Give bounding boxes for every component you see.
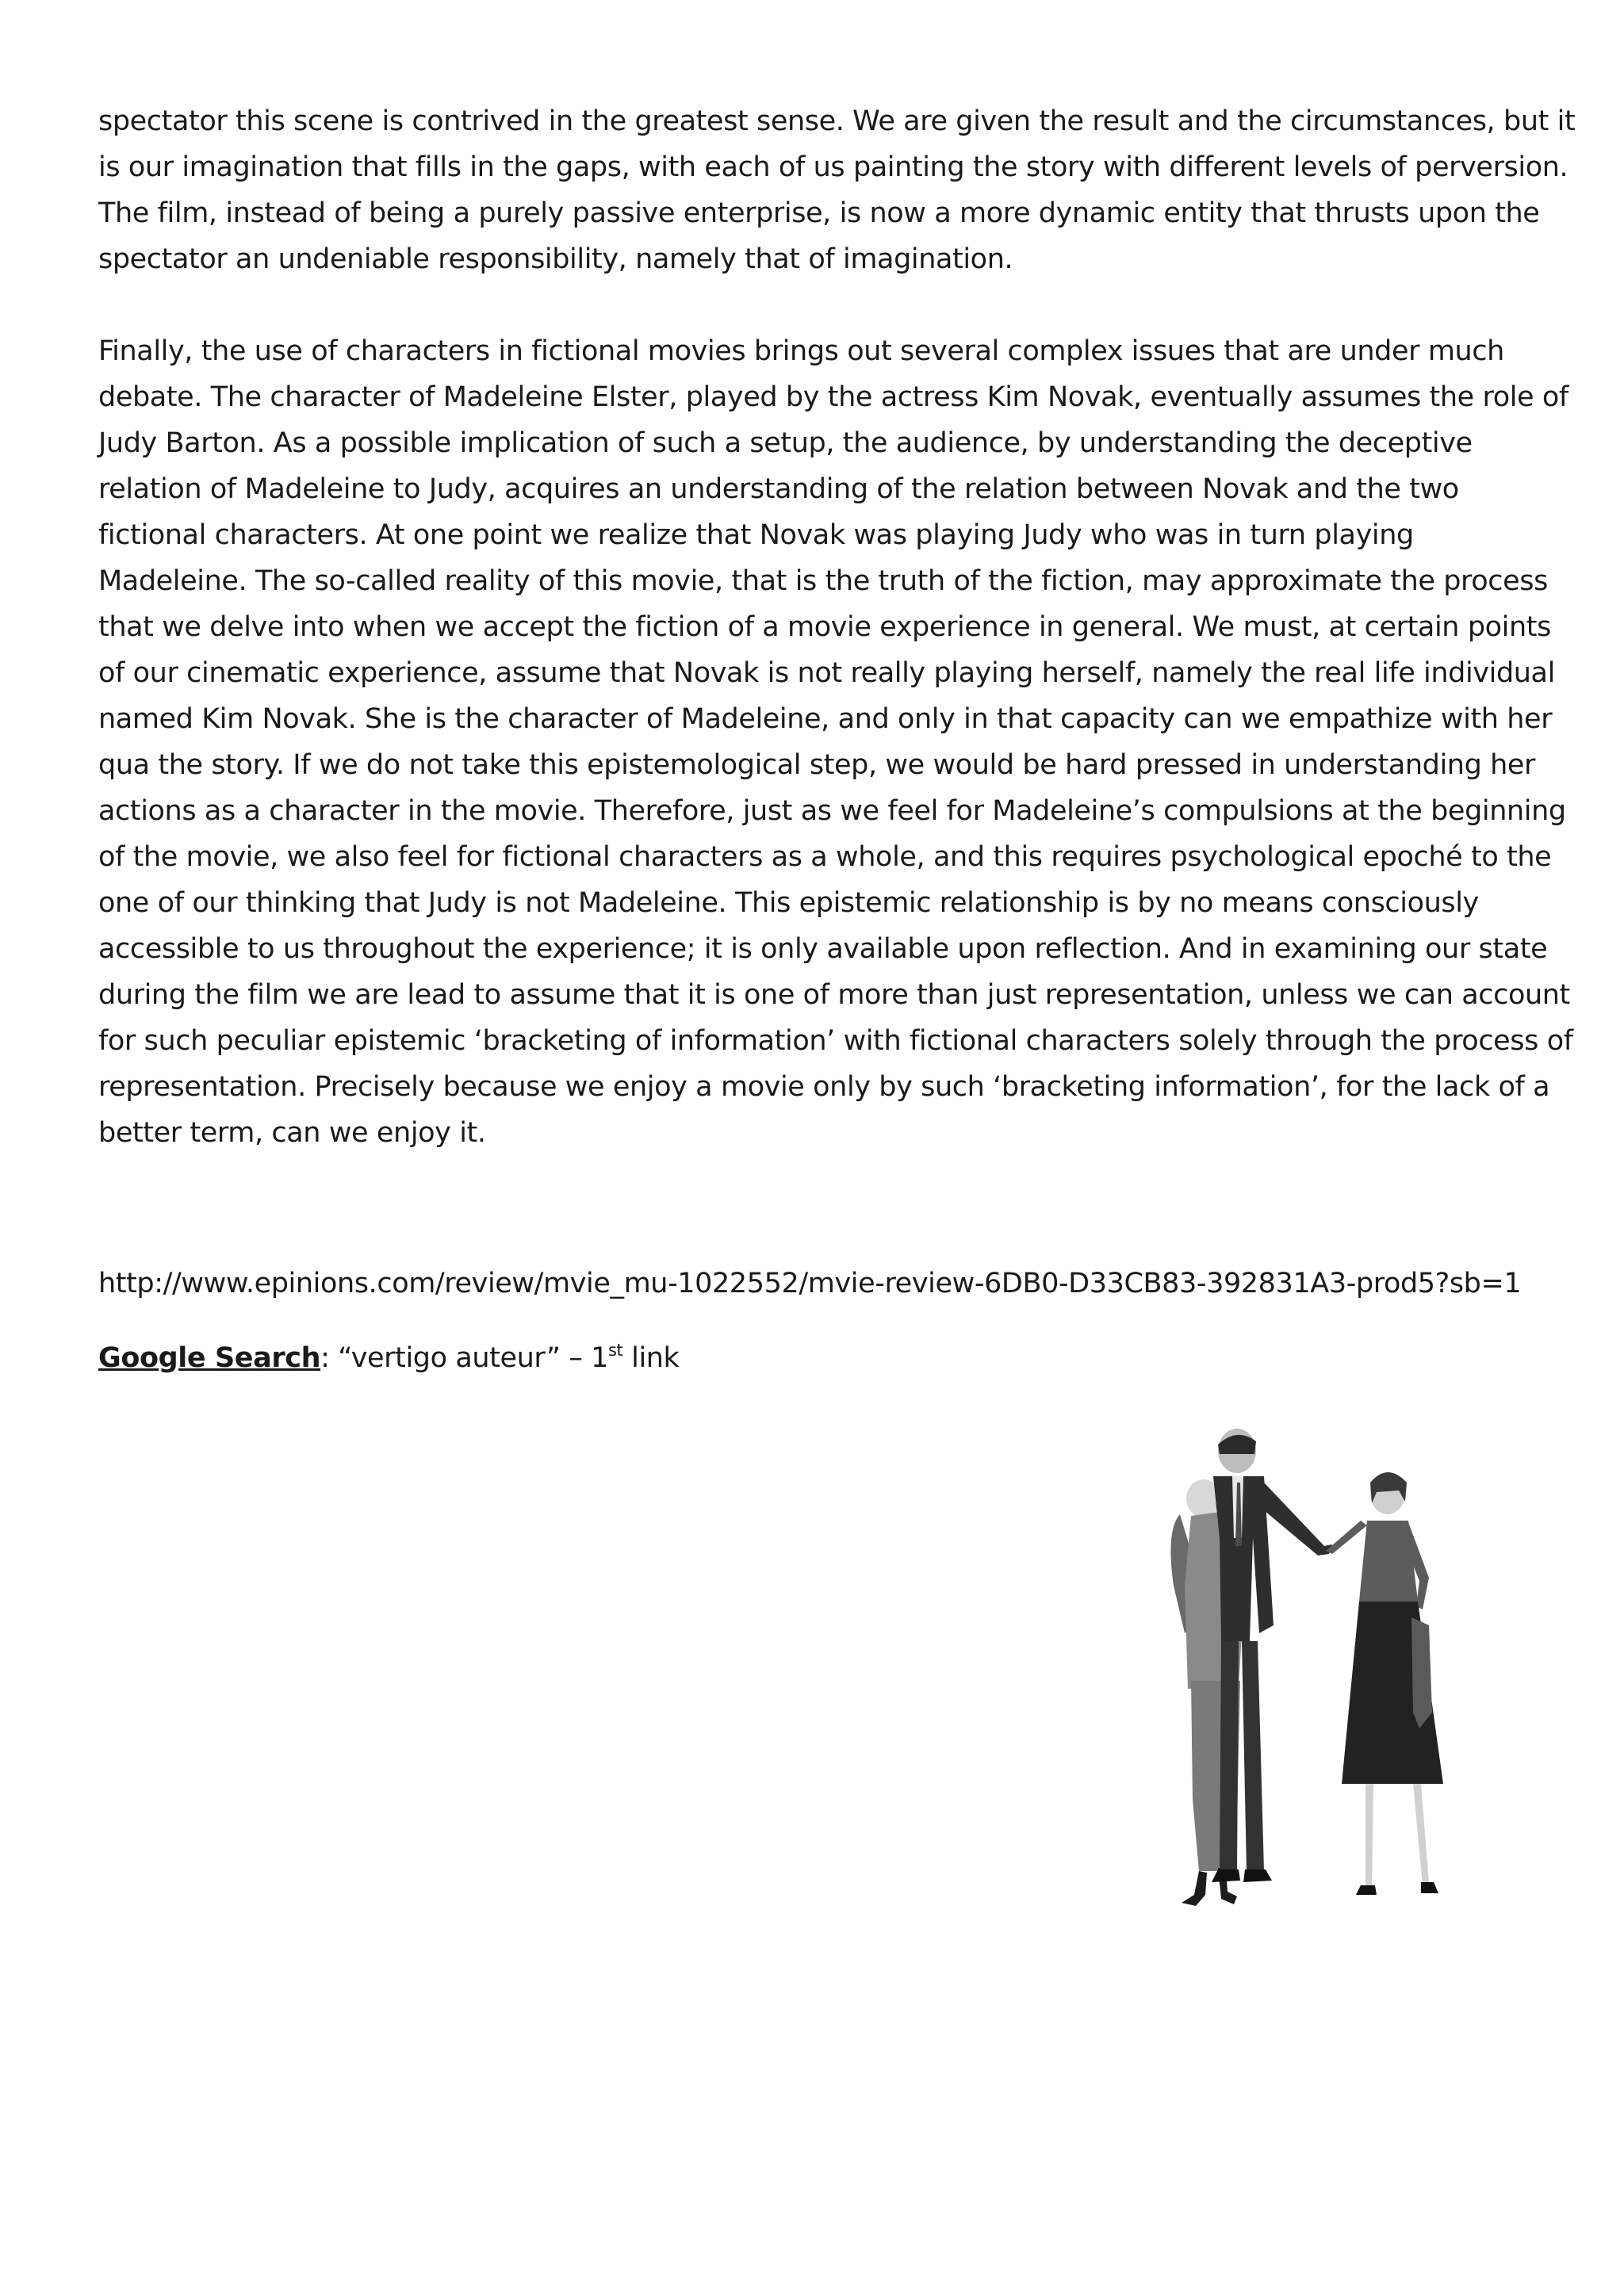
text-line: for such peculiar epistemic ‘bracketing of information’ with fictional characters solely through the process of <box>98 1025 1573 1057</box>
text-line: representation. Precisely because we enjoy a movie only by such ‘bracketing information’, for the lack of a <box>98 1071 1550 1103</box>
text-line: during the film we are lead to assume that it is one of more than just representation, unless we can account <box>98 979 1570 1011</box>
text-line: relation of Madeleine to Judy, acquires an understanding of the relation between Novak and the two <box>98 473 1459 505</box>
text-line: is our imagination that fills in the gaps, with each of us painting the story with different levels of perversion. <box>98 151 1568 183</box>
text-line: better term, can we enjoy it. <box>98 1117 486 1149</box>
text-line: Madeleine. The so-called reality of this movie, that is the truth of the fiction, may approximate the process <box>98 565 1548 597</box>
text-line: actions as a character in the movie. Therefore, just as we feel for Madeleine’s compulsions at the beginning <box>98 795 1566 827</box>
text-line: that we delve into when we accept the fiction of a movie experience in general. We must, at certain points <box>98 611 1551 643</box>
text-line: Finally, the use of characters in fictional movies brings out several complex issues that are under much <box>98 335 1504 367</box>
google-search-label: Google Search <box>98 1342 321 1374</box>
search-query-text: : “vertigo auteur” – 1 <box>320 1342 609 1374</box>
woman-in-skirt-figure <box>1326 1472 1443 1895</box>
text-line: debate. The character of Madeleine Elster, played by the actress Kim Novak, eventually assumes the role of <box>98 381 1568 413</box>
text-line: of the movie, we also feel for fictional characters as a whole, and this requires psychological epoché to the <box>98 841 1552 873</box>
text-line: named Kim Novak. She is the character of Madeleine, and only in that capacity can we empathize with her <box>98 703 1553 735</box>
text-line: of our cinematic experience, assume that Novak is not really playing herself, namely the real life individual <box>98 657 1555 689</box>
ordinal-suffix: st <box>608 1341 623 1360</box>
paragraph-spectator-imagination <box>98 98 1576 282</box>
text-line: spectator this scene is contrived in the greatest sense. We are given the result and the circumstances, but it <box>98 105 1576 137</box>
text-line: accessible to us throughout the experience; it is only available upon reflection. And in examining our state <box>98 933 1548 965</box>
text-line: one of our thinking that Judy is not Madeleine. This epistemic relationship is by no means consciously <box>98 887 1479 919</box>
search-link-text: link <box>622 1342 680 1374</box>
google-search-note <box>98 1335 679 1381</box>
source-url: http://www.epinions.com/review/mvie_mu-1022552/mvie-review-6DB0-D33CB83-392831A3-prod5?sb=1 <box>98 1268 1522 1299</box>
text-line: Judy Barton. As a possible implication of such a setup, the audience, by understanding the deceptive <box>98 427 1473 459</box>
paragraph-fictional-characters <box>98 328 1573 1156</box>
text-line: spectator an undeniable responsibility, namely that of imagination. <box>98 243 1013 275</box>
text-line: qua the story. If we do not take this epistemological step, we would be hard pressed in understanding her <box>98 749 1536 781</box>
film-still-image <box>1118 1427 1530 1919</box>
text-line: The film, instead of being a purely passive enterprise, is now a more dynamic entity that thrusts upon the <box>98 197 1540 229</box>
man-in-suit-figure <box>1212 1429 1332 1882</box>
text-line: fictional characters. At one point we realize that Novak was playing Judy who was in turn playing <box>98 519 1414 551</box>
